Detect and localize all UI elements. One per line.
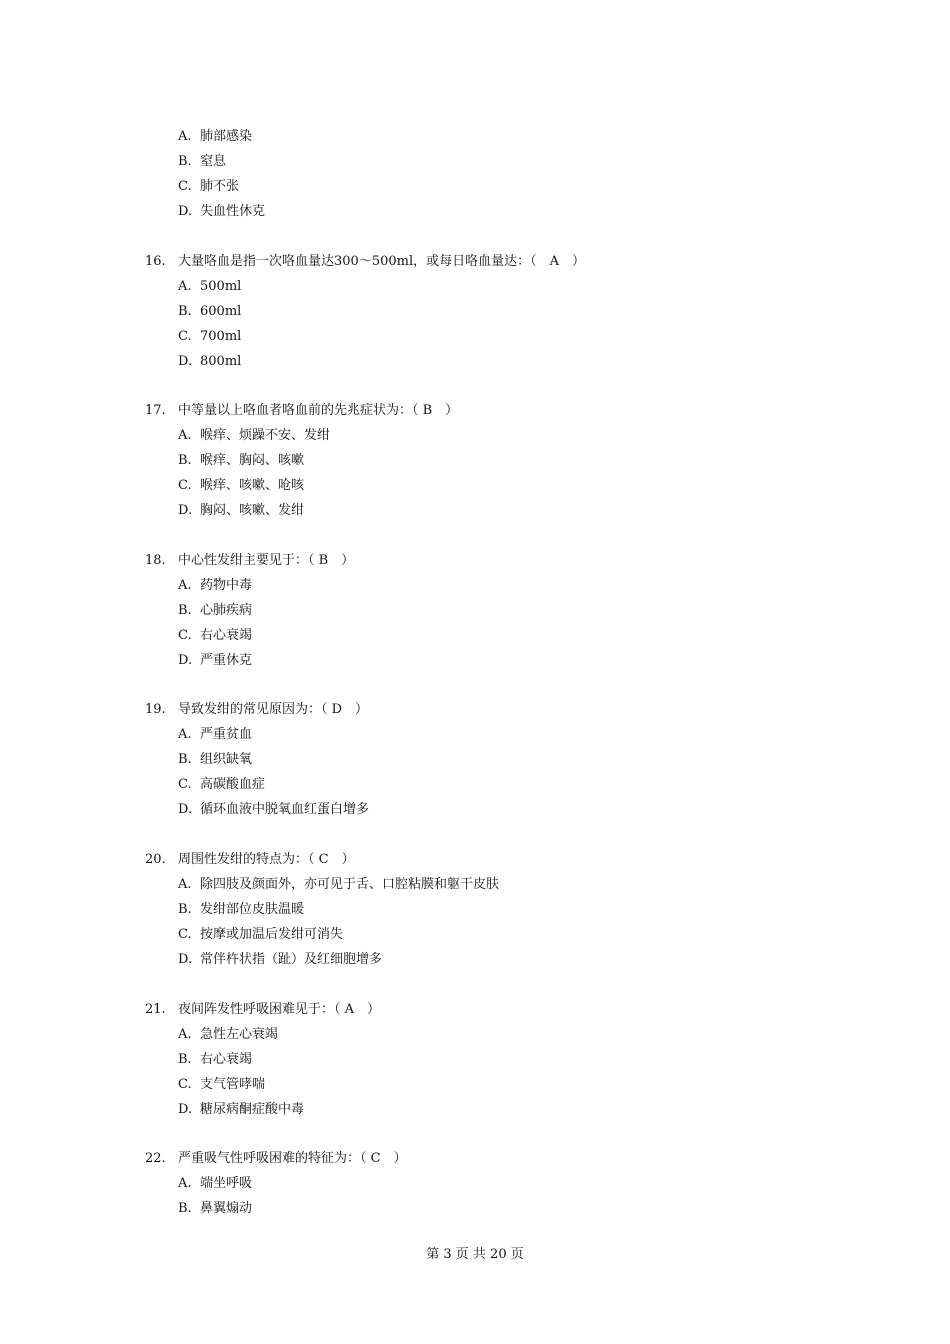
option-line xyxy=(145,1047,845,1072)
option-text: 喉痒、咳嗽、呛咳 xyxy=(200,478,305,494)
option-line xyxy=(145,174,845,199)
spacer xyxy=(145,822,845,847)
option-text: 肺部感染 xyxy=(200,129,253,144)
option-line xyxy=(145,598,845,623)
question-stem xyxy=(145,249,845,274)
option-text: 窒息 xyxy=(200,154,227,169)
option-text: 药物中毒 xyxy=(200,577,253,593)
option-text: 肺不张 xyxy=(200,179,240,194)
option-line xyxy=(145,623,845,648)
question-text: 夜间阵发性呼吸困难见于：（ A ） xyxy=(178,1001,381,1017)
option-text: 端坐呼吸 xyxy=(200,1176,253,1192)
option-text: 右心衰竭 xyxy=(200,627,253,643)
spacer xyxy=(145,972,845,997)
option-letter: C. xyxy=(178,777,192,793)
option-letter: B. xyxy=(178,303,192,319)
option-text: 高碳酸血症 xyxy=(200,777,266,793)
option-letter: B. xyxy=(178,602,192,618)
option-text: 800ml xyxy=(200,353,242,369)
question-list xyxy=(145,124,845,1221)
question-number: 17. xyxy=(145,403,166,419)
option-text: 严重休克 xyxy=(200,652,253,668)
option-line xyxy=(145,897,845,922)
option-line xyxy=(145,1171,845,1196)
question-number: 20. xyxy=(145,851,166,867)
spacer xyxy=(145,673,845,698)
option-letter: C. xyxy=(178,627,192,643)
option-text: 支气管哮喘 xyxy=(200,1076,266,1092)
option-text: 发绀部位皮肤温暖 xyxy=(200,901,305,917)
option-line xyxy=(145,473,845,498)
option-text: 心肺疾病 xyxy=(200,602,253,618)
question-number: 22. xyxy=(145,1151,166,1167)
option-letter: D. xyxy=(178,951,193,967)
spacer xyxy=(145,374,845,399)
option-line xyxy=(145,797,845,822)
option-letter: B. xyxy=(178,901,192,917)
option-letter: C. xyxy=(178,1076,192,1092)
option-text: 常伴杵状指（趾）及红细胞增多 xyxy=(200,951,383,967)
option-line xyxy=(145,423,845,448)
question-text: 大量咯血是指一次咯血量达300～500ml，或每日咯血量达：（ A ） xyxy=(178,253,585,269)
option-line xyxy=(145,324,845,349)
option-text: 胸闷、咳嗽、发绀 xyxy=(200,503,305,519)
option-letter: D. xyxy=(178,802,193,818)
option-letter: B. xyxy=(178,1201,192,1217)
option-text: 糖尿病酮症酸中毒 xyxy=(200,1101,305,1117)
question-text: 导致发绀的常见原因为：（ D ） xyxy=(178,702,369,718)
question-text: 严重吸气性呼吸困难的特征为：（ C ） xyxy=(178,1151,407,1167)
option-letter: C. xyxy=(178,179,192,194)
option-letter: A. xyxy=(178,876,192,892)
question-stem xyxy=(145,997,845,1022)
option-line xyxy=(145,149,845,174)
option-line xyxy=(145,1196,845,1221)
page-number: 第 3 页 共 20 页 xyxy=(426,1247,524,1262)
option-line xyxy=(145,448,845,473)
option-letter: D. xyxy=(178,503,193,519)
option-text: 组织缺氧 xyxy=(200,752,253,768)
question-stem xyxy=(145,548,845,573)
option-line xyxy=(145,274,845,299)
option-letter: D. xyxy=(178,652,193,668)
question-number: 21. xyxy=(145,1001,166,1017)
option-letter: C. xyxy=(178,328,192,344)
question-number: 16. xyxy=(145,253,166,269)
option-letter: B. xyxy=(178,752,192,768)
question-text: 中心性发绀主要见于：（ B ） xyxy=(178,552,355,568)
question-number: 19. xyxy=(145,702,166,718)
question-stem xyxy=(145,1146,845,1171)
option-line xyxy=(145,498,845,523)
option-letter: A. xyxy=(178,727,192,743)
option-text: 循环血液中脱氧血红蛋白增多 xyxy=(200,802,370,818)
spacer xyxy=(145,224,845,249)
option-letter: B. xyxy=(178,154,192,169)
option-text: 500ml xyxy=(200,278,242,294)
option-line xyxy=(145,1022,845,1047)
option-text: 700ml xyxy=(200,328,242,344)
option-text: 严重贫血 xyxy=(200,727,253,743)
option-letter: C. xyxy=(178,478,192,494)
option-line xyxy=(145,648,845,673)
option-line xyxy=(145,872,845,897)
spacer xyxy=(145,1122,845,1147)
question-stem xyxy=(145,398,845,423)
option-letter: D. xyxy=(178,204,193,219)
option-letter: C. xyxy=(178,926,192,942)
option-text: 按摩或加温后发绀可消失 xyxy=(200,926,344,942)
option-letter: A. xyxy=(178,577,192,593)
option-line xyxy=(145,722,845,747)
option-text: 600ml xyxy=(200,303,242,319)
option-letter: A. xyxy=(178,1176,192,1192)
question-number: 18. xyxy=(145,552,166,568)
option-line xyxy=(145,772,845,797)
option-letter: D. xyxy=(178,353,193,369)
option-line xyxy=(145,573,845,598)
option-text: 鼻翼煽动 xyxy=(200,1201,253,1217)
option-letter: A. xyxy=(178,129,192,144)
option-text: 失血性休克 xyxy=(200,204,266,219)
option-line xyxy=(145,299,845,324)
option-line xyxy=(145,1097,845,1122)
option-line xyxy=(145,1072,845,1097)
option-line xyxy=(145,124,845,149)
option-letter: A. xyxy=(178,278,192,294)
option-line xyxy=(145,349,845,374)
option-letter: B. xyxy=(178,453,192,469)
spacer xyxy=(145,523,845,548)
question-text: 周围性发绀的特点为：（ C ） xyxy=(178,851,355,867)
option-text: 喉痒、胸闷、咳嗽 xyxy=(200,453,305,469)
option-letter: A. xyxy=(178,428,192,444)
question-stem xyxy=(145,697,845,722)
question-stem xyxy=(145,847,845,872)
question-text: 中等量以上咯血者咯血前的先兆症状为：（ B ） xyxy=(178,403,459,419)
option-text: 右心衰竭 xyxy=(200,1051,253,1067)
option-line xyxy=(145,199,845,224)
page-footer xyxy=(0,1245,950,1265)
option-line xyxy=(145,947,845,972)
option-letter: A. xyxy=(178,1026,192,1042)
option-text: 喉痒、烦躁不安、发绀 xyxy=(200,428,331,444)
option-letter: D. xyxy=(178,1101,193,1117)
option-line xyxy=(145,922,845,947)
option-text: 除四肢及颜面外，亦可见于舌、口腔粘膜和躯干皮肤 xyxy=(200,876,500,892)
option-line xyxy=(145,747,845,772)
option-text: 急性左心衰竭 xyxy=(200,1026,279,1042)
option-letter: B. xyxy=(178,1051,192,1067)
